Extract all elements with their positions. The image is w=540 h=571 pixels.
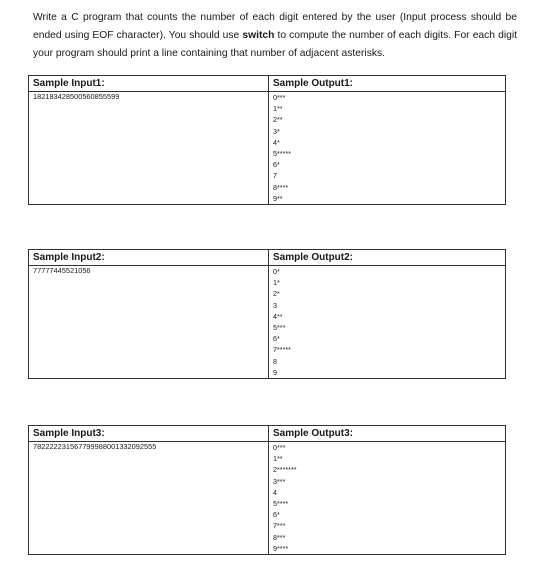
sample-output-header-1: Sample Output1:: [269, 76, 506, 92]
output-line: 4*: [273, 137, 280, 147]
output-line: 1**: [273, 454, 283, 464]
sample-input-header-3: Sample Input3:: [29, 426, 269, 442]
sample-output-cell-3: [269, 442, 506, 555]
sample-table-2: [28, 249, 506, 379]
output-line: 2*: [273, 289, 280, 299]
output-line: 5***: [273, 322, 286, 332]
output-line: 4: [273, 487, 277, 497]
output-line: 1**: [273, 104, 283, 114]
sample-output-cell-1: [269, 92, 506, 205]
output-line: 7: [273, 171, 277, 181]
output-line: 9: [273, 367, 277, 377]
output-line: 5****: [273, 498, 289, 508]
output-line: 0***: [273, 93, 286, 102]
sample-input-value-1: 182183428500560855599: [29, 92, 269, 205]
sample-input-header-1: Sample Input1:: [29, 76, 269, 92]
output-line: 8: [273, 356, 277, 366]
output-line: 5*****: [273, 148, 291, 158]
output-line: 8***: [273, 532, 286, 542]
output-line: 2*******: [273, 465, 297, 475]
output-line: 4**: [273, 311, 283, 321]
output-line: 7*****: [273, 345, 291, 355]
problem-statement: [33, 9, 517, 63]
sample-output-header-2: Sample Output2:: [269, 250, 506, 266]
output-line: 3***: [273, 476, 286, 486]
switch-keyword: switch: [242, 30, 275, 41]
sample-output-cell-2: [269, 266, 506, 379]
output-line: 0*: [273, 267, 280, 276]
output-line: 8****: [273, 182, 289, 192]
output-line: 9****: [273, 543, 289, 553]
problem-text-after: to compute the number of each digits. For each digit your program should print a line containing that number of adjacent asterisks.: [33, 30, 517, 59]
output-line: 9**: [273, 193, 283, 203]
sample-input-value-2: 77777445521056: [29, 266, 269, 379]
output-line: 6*: [273, 510, 280, 520]
output-line: 3*: [273, 126, 280, 136]
sample-table-1: [28, 75, 506, 205]
output-line: 7***: [273, 521, 286, 531]
output-line: 6*: [273, 160, 280, 170]
output-line: 2**: [273, 115, 283, 125]
output-line: 6*: [273, 334, 280, 344]
output-line: 1*: [273, 278, 280, 288]
sample-input-header-2: Sample Input2:: [29, 250, 269, 266]
sample-output-header-3: Sample Output3:: [269, 426, 506, 442]
output-line: 3: [273, 300, 277, 310]
sample-table-3: [28, 425, 506, 555]
problem-text-before: Write a C program that counts the number of each digit entered by the user (Input process should be ended using EOF character). You should use: [33, 12, 517, 41]
sample-input-value-3: 782222231567799988001332092555: [29, 442, 269, 555]
output-line: 0***: [273, 443, 286, 452]
